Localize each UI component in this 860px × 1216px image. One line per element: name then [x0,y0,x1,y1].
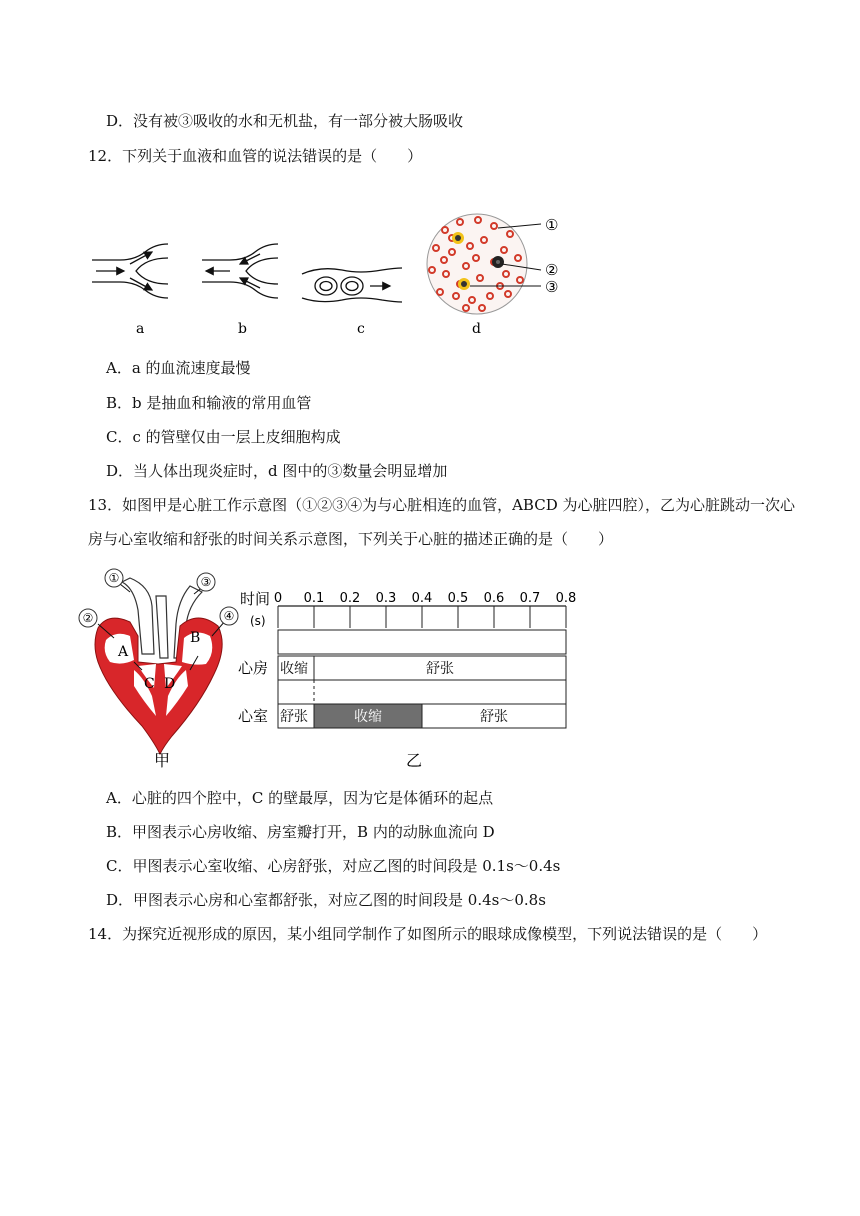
tick-label: 0.2 [339,591,361,606]
q13-option-d: D．甲图表示心房和心室都舒张，对应乙图的时间段是 0.4s～0.8s [106,891,546,909]
segment-label: 收缩 [280,661,308,677]
tick-label: 0 [273,591,283,606]
q12-stem: 12．下列关于血液和血管的说法错误的是（ ） [88,147,423,165]
q14-stem: 14．为探究近视形成的原因，某小组同学制作了如图所示的眼球成像模型，下列说法错误的是（ ） [88,925,768,943]
time-label: 时间 [240,590,271,608]
timing-diagram-yi [236,584,596,774]
tick-label: 0.4 [411,591,433,606]
caption-jia: 甲 [154,751,171,770]
q12-option-d: D．当人体出现炎症时，d 图中的③数量会明显增加 [106,462,448,480]
tick-label: 0.8 [555,591,577,606]
row-name: 心房 [238,659,269,677]
blank-band [278,630,566,654]
chamber-c-label: C [144,676,155,692]
caption-yi: 乙 [406,751,423,770]
label-d-3: ③ [545,278,559,296]
segment-label: 收缩 [354,709,382,725]
vessel-2-label: ② [82,611,94,625]
heart-diagram-jia [72,566,252,772]
label-a: a [136,321,145,337]
vessel-3-label: ③ [200,575,212,589]
label-b: b [238,321,247,337]
vessel-a-artery [92,244,168,298]
q12-figure [80,200,580,345]
q11-option-d: D．没有被③吸收的水和无机盐，有一部分被大肠吸收 [106,112,464,130]
vessel-b-vein [202,244,278,298]
segment-label: 舒张 [480,709,508,725]
q13-stem-line2: 房与心室收缩和舒张的时间关系示意图，下列关于心脏的描述正确的是（ ） [88,530,614,548]
tick-label: 0.1 [303,591,325,606]
segment-label: 舒张 [426,661,454,677]
q13-option-b: B．甲图表示心房收缩、房室瓣打开，B 内的动脉血流向 D [106,823,495,841]
label-d-2: ② [545,261,559,279]
q12-option-c: C．c 的管壁仅由一层上皮细胞构成 [106,428,341,446]
chamber-a-label: A [118,644,129,660]
vessel-4-label: ④ [223,609,235,623]
q12-option-a: A．a 的血流速度最慢 [106,359,251,377]
vessel-1-label: ① [108,571,120,585]
q13-option-a: A．心脏的四个腔中，C 的壁最厚，因为它是体循环的起点 [106,789,494,807]
tick-label: 0.6 [483,591,505,606]
blank-band [278,680,566,704]
label-d-1: ① [545,216,559,234]
segment-label: 舒张 [280,709,308,725]
label-d: d [472,321,481,337]
unit-label: (s) [250,614,266,628]
vessel-c-capillary [302,268,402,302]
q13-stem-line1: 13．如图甲是心脏工作示意图（①②③④为与心脏相连的血管，ABCD 为心脏四腔），乙为心脏跳动一次心 [88,496,795,514]
chamber-d-label: D [164,676,176,692]
blood-smear-d [427,214,541,314]
q12-option-b: B．b 是抽血和输液的常用血管 [106,394,312,412]
chamber-b-label: B [190,630,201,646]
tick-label: 0.5 [447,591,469,606]
row-name: 心室 [238,707,269,725]
tick-label: 0.3 [375,591,397,606]
tick-label: 0.7 [519,591,541,606]
q13-option-c: C．甲图表示心室收缩、心房舒张，对应乙图的时间段是 0.1s～0.4s [106,857,561,875]
label-c: c [357,321,365,337]
